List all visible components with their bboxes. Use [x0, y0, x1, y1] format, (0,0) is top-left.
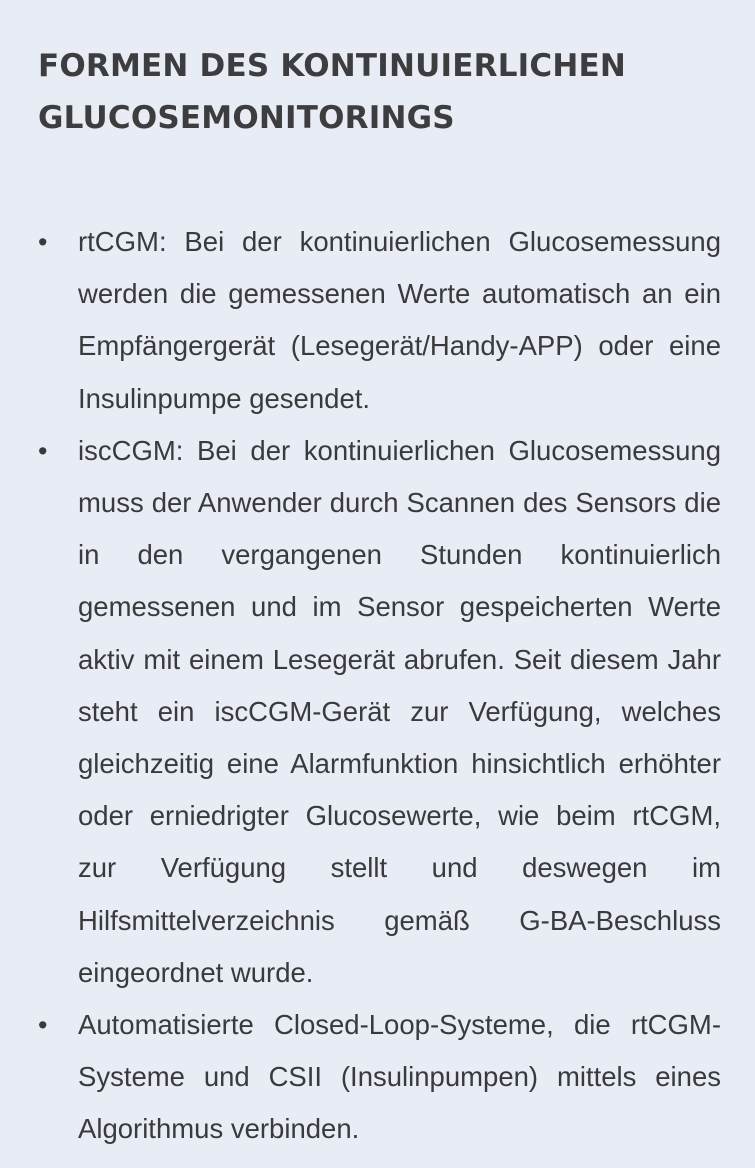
bullet-dot-icon: •: [38, 1010, 48, 1041]
bullet-item-rtcgm: [38, 216, 721, 425]
bullet-text: Automatisierte Closed-Loop-Systeme, die rtCGM-Systeme und CSII (Insulinpumpen) mittels eines Algorithmus verbinden.: [78, 1009, 721, 1145]
bullet-item-isccgm: [38, 425, 721, 999]
bullet-list: [38, 216, 721, 1156]
bullet-item-closed-loop: [38, 999, 721, 1156]
bullet-dot-icon: •: [38, 227, 48, 257]
bullet-dot-icon: •: [38, 435, 48, 466]
page-title: [38, 40, 721, 144]
page-title-line-2: GLUCOSEMONITORINGS: [38, 100, 455, 136]
bullet-text: rtCGM: Bei der kontinuierlichen Glucosemessung werden die gemessenen Werte automatisch an ein Empfängergerät (Lesegerät/Handy-APP) oder eine Insulinpumpe gesendet.: [78, 226, 721, 414]
page-title-line-1: FORMEN DES KONTINUIERLICHEN: [38, 48, 626, 84]
bullet-text: iscCGM: Bei der kontinuierlichen Glucosemessung muss der Anwender durch Scannen des Sensors die in den vergangenen Stunden kontinuierlich gemessenen und im Sensor gespeicherten Werte aktiv mit einem Lesegerät abrufen. Seit diesem Jahr steht ein iscCGM-Gerät zur Verfügung, welches gleichzeitig eine Alarmfunktion hinsichtlich erhöhter oder erniedrigter Glucosewerte, wie beim rtCGM, zur Verfügung stellt und deswegen im Hilfsmittelverzeichnis gemäß G-BA-Beschluss eingeordnet wurde.: [78, 434, 721, 988]
